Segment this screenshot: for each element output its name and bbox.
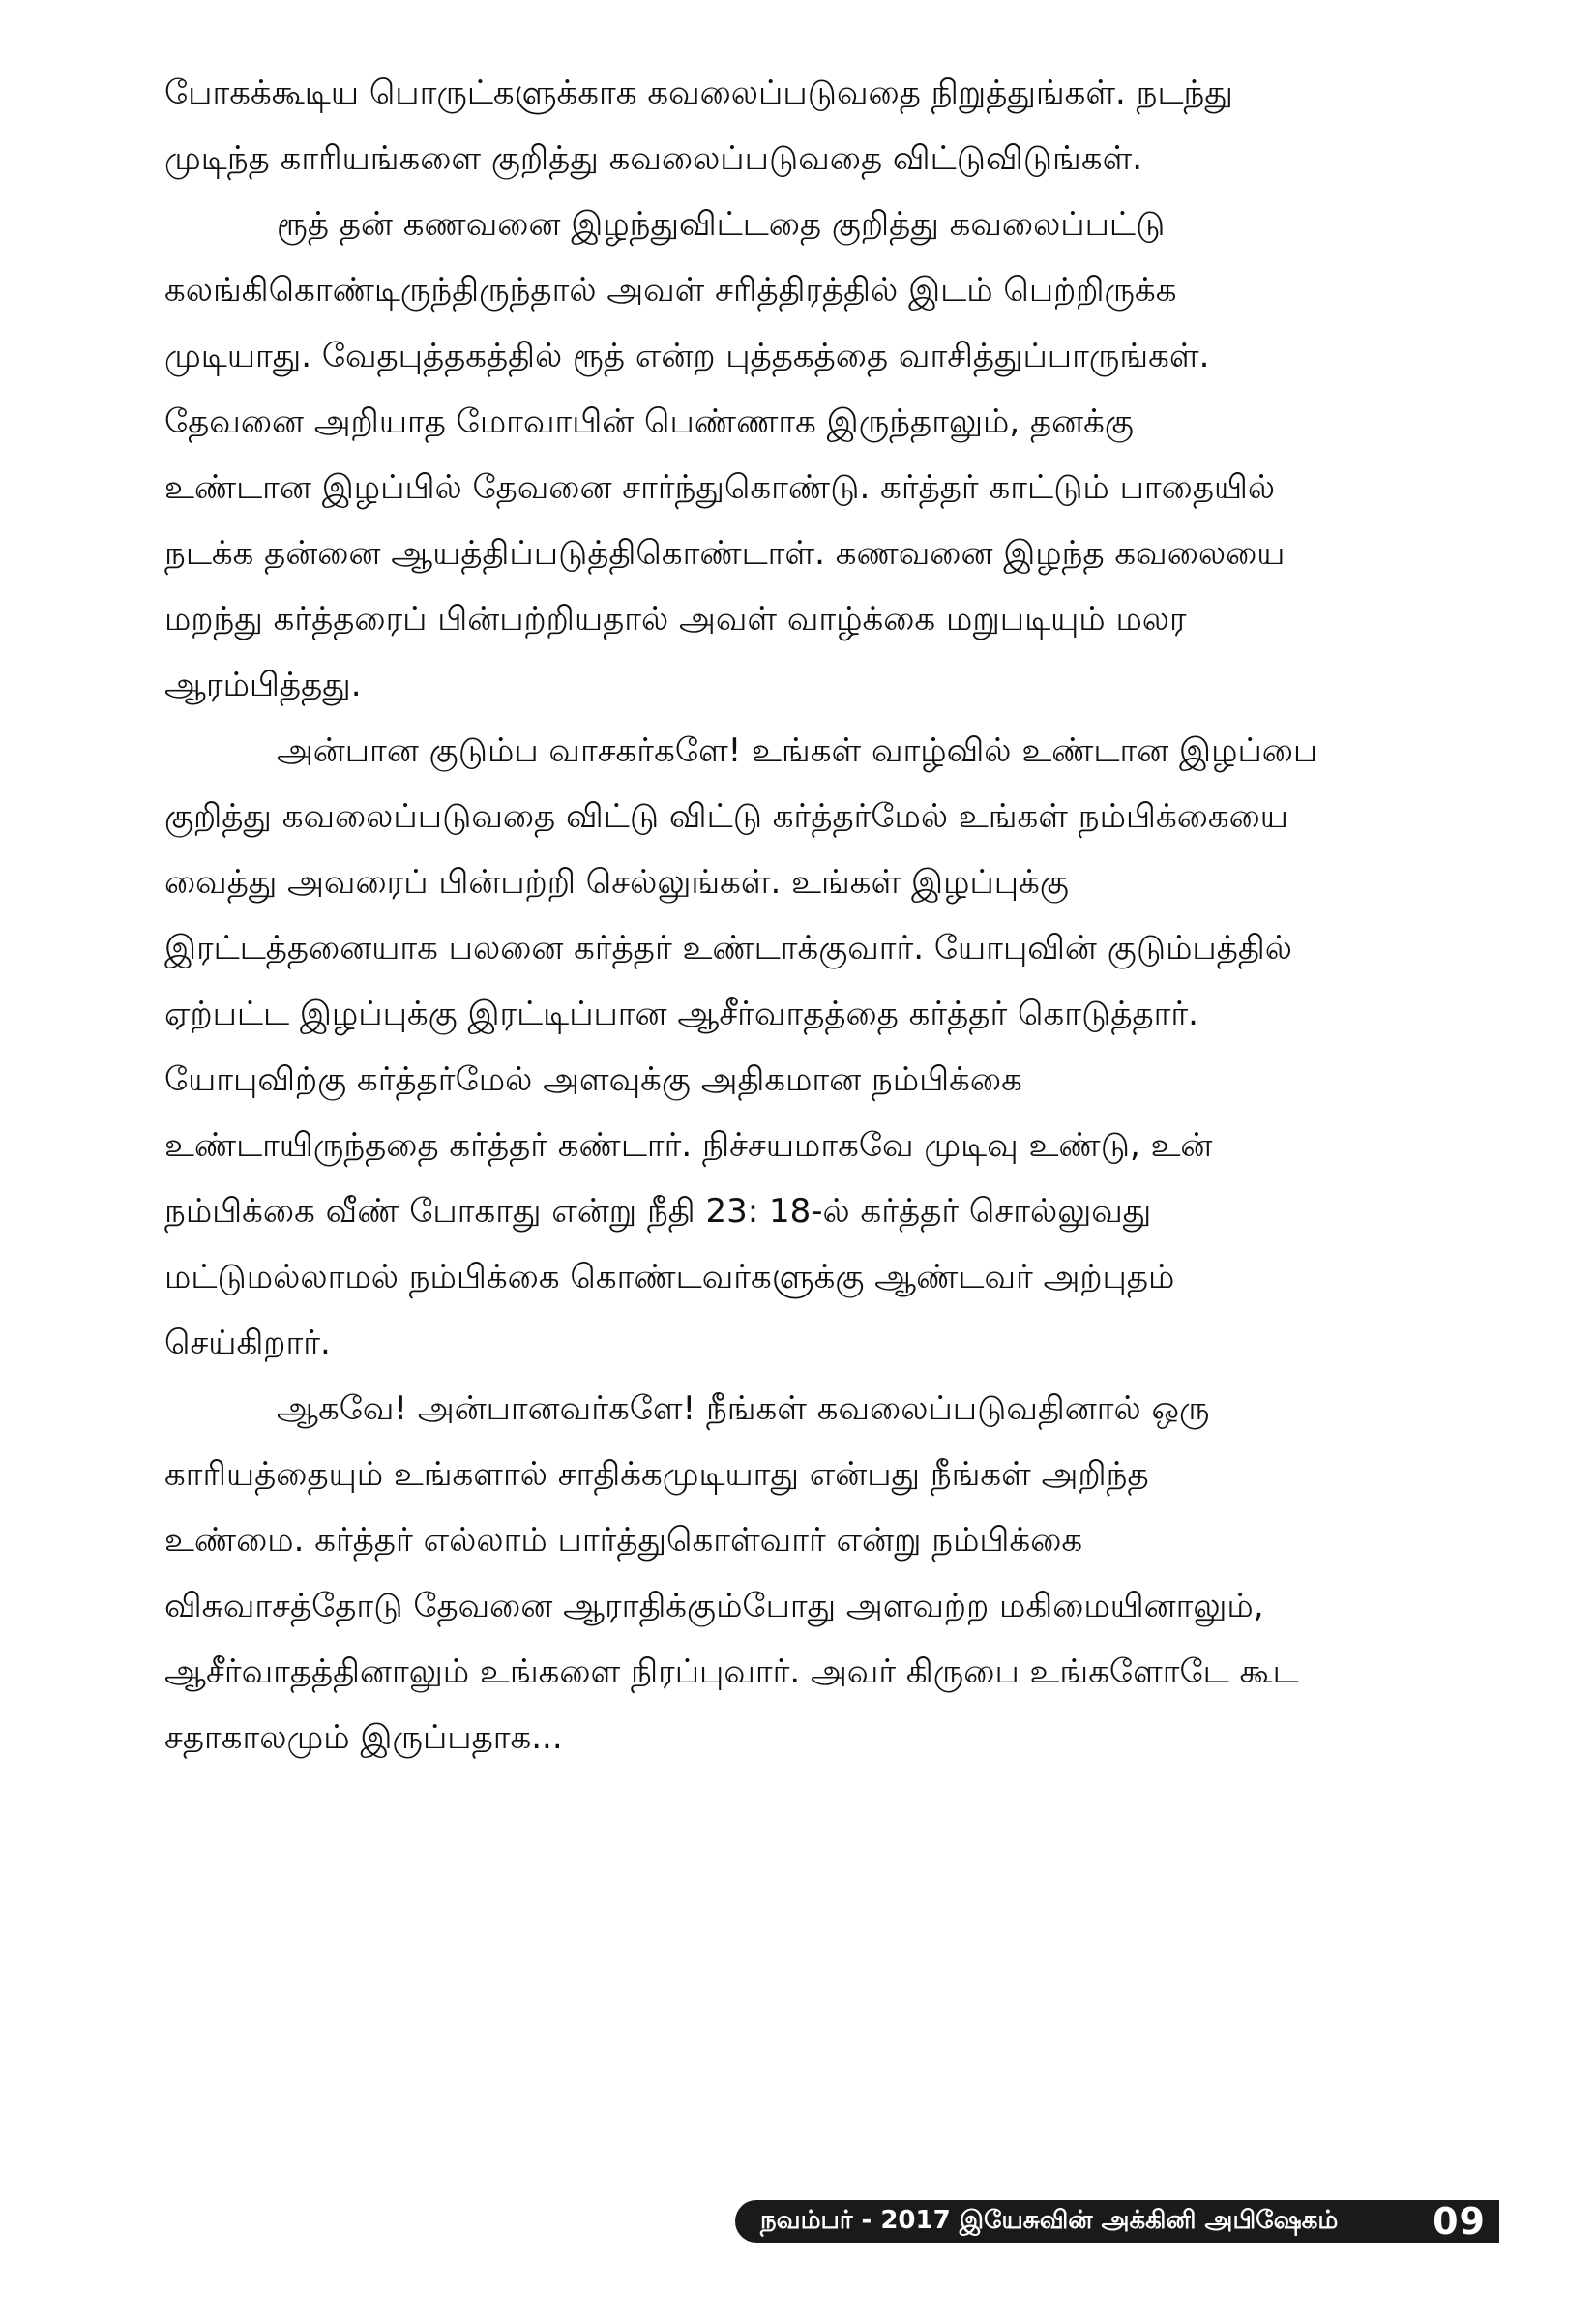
paragraph-1 [164,60,1499,192]
text-line: ஆசீர்வாதத்தினாலும் உங்களை நிரப்புவார். அவர் கிருபை உங்களோடே கூட [164,1652,1299,1691]
text-line: செய்கிறார். [164,1324,331,1362]
paragraph-3 [164,718,1499,1376]
text-line: யோபுவிற்கு கர்த்தர்மேல் அளவுக்கு அதிகமான நம்பிக்கை [164,1060,1022,1099]
text-line: நடக்க தன்னை ஆயத்திப்படுத்திகொண்டாள். கணவனை இழந்த கவலையை [164,534,1286,573]
text-line: ரூத் தன் கணவனை இழந்துவிட்டதை குறித்து கவலைப்பட்டு [277,205,1166,244]
text-line: மட்டுமல்லாமல் நம்பிக்கை கொண்டவர்களுக்கு ஆண்டவர் அற்புதம் [164,1258,1175,1296]
text-line: ஆரம்பித்தது. [164,666,362,704]
paragraph-4 [164,1376,1499,1771]
text-line: சதாகாலமும் இருப்பதாக... [164,1718,563,1757]
article-body [164,60,1499,1771]
paragraph-2 [164,192,1499,718]
text-line: ஏற்பட்ட இழப்புக்கு இரட்டிப்பான ஆசீர்வாதத்தை கர்த்தர் கொடுத்தார். [164,995,1198,1033]
text-line: உண்டாயிருந்ததை கர்த்தர் கண்டார். நிச்சயமாகவே முடிவு உண்டு, உன் [164,1126,1213,1165]
text-line: முடியாது. வேதபுத்தகத்தில் ரூத் என்ற புத்தகத்தை வாசித்துப்பாருங்கள். [164,337,1210,375]
text-line: நம்பிக்கை வீண் போகாது என்று நீதி 23: 18-ல் கர்த்தர் சொல்லுவது [164,1192,1152,1231]
text-line: உண்டான இழப்பில் தேவனை சார்ந்துகொண்டு. கர்த்தர் காட்டும் பாதையில் [164,468,1276,507]
page-number: 09 [1433,2200,1486,2243]
page-footer [735,2200,1499,2243]
text-line: விசுவாசத்தோடு தேவனை ஆராதிக்கும்போது அளவற்ற மகிமையினாலும், [164,1587,1264,1625]
text-line: முடிந்த காரியங்களை குறித்து கவலைப்படுவதை விட்டுவிடுங்கள். [164,139,1143,178]
text-line: காரியத்தையும் உங்களால் சாதிக்கமுடியாது என்பது நீங்கள் அறிந்த [164,1455,1149,1494]
text-line: இரட்டத்தனையாக பலனை கர்த்தர் உண்டாக்குவார். யோபுவின் குடும்பத்தில் [164,929,1292,968]
text-line: தேவனை அறியாத மோவாபின் பெண்ணாக இருந்தாலும், தனக்கு [164,402,1134,441]
issue-label: நவம்பர் - 2017 இயேசுவின் அக்கினி அபிஷேகம் [760,2205,1339,2235]
text-line: ஆகவே! அன்பானவர்களே! நீங்கள் கவலைப்படுவதினால் ஒரு [277,1389,1210,1428]
text-line: மறந்து கர்த்தரைப் பின்பற்றியதால் அவள் வாழ்க்கை மறுபடியும் மலர [164,600,1187,639]
text-line: வைத்து அவரைப் பின்பற்றி செல்லுங்கள். உங்கள் இழப்புக்கு [164,863,1069,902]
text-line: கலங்கிகொண்டிருந்திருந்தால் அவள் சரித்திரத்தில் இடம் பெற்றிருக்க [164,271,1177,310]
text-line: அன்பான குடும்ப வாசகர்களே! உங்கள் வாழ்வில் உண்டான இழப்பை [277,731,1318,770]
text-line: போகக்கூடிய பொருட்களுக்காக கவலைப்படுவதை நிறுத்துங்கள். நடந்து [164,74,1233,112]
text-line: குறித்து கவலைப்படுவதை விட்டு விட்டு கர்த்தர்மேல் உங்கள் நம்பிக்கையை [164,797,1288,836]
text-line: உண்மை. கர்த்தர் எல்லாம் பார்த்துகொள்வார் என்று நம்பிக்கை [164,1521,1083,1560]
